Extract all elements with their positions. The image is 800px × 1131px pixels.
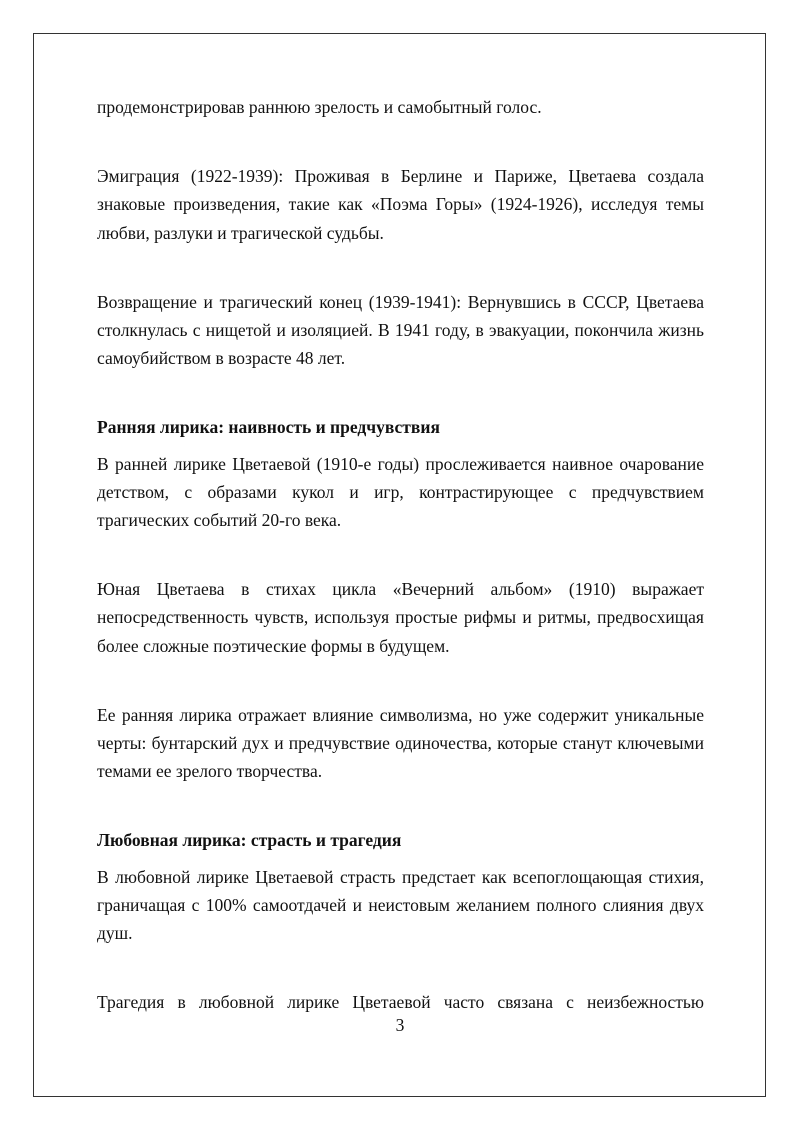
section-heading-early-lyrics: Ранняя лирика: наивность и предчувствия	[97, 417, 440, 438]
paragraph-continuation: продемонстрировав раннюю зрелость и самобытный голос.	[97, 97, 542, 117]
section-heading-love-lyrics: Любовная лирика: страсть и трагедия	[97, 830, 402, 851]
page-number: 3	[395, 1015, 405, 1035]
paragraph-early-lyrics-1: В ранней лирике Цветаевой (1910-е годы) прослеживается наивное очарование детством, с образами кукол и игр, контрастирующее с предчувствием трагических событий 20-го века.	[97, 453, 704, 531]
paragraph-love-lyrics-2: Трагедия в любовной лирике Цветаевой часто связана с неизбежностью	[97, 992, 704, 1013]
paragraph-early-lyrics-3: Ее ранняя лирика отражает влияние символизма, но уже содержит уникальные черты: бунтарский дух и предчувствие одиночества, которые станут ключевыми темами ее зрелого творчества.	[97, 704, 704, 782]
paragraph-love-lyrics-1: В любовной лирике Цветаевой страсть предстает как всепоглощающая стихия, граничащая с 100% самоотдачей и неистовым желанием полного слияния двух душ.	[97, 866, 704, 944]
paragraph-emigration: Эмиграция (1922-1939): Проживая в Берлине и Париже, Цветаева создала знаковые произведения, такие как «Поэма Горы» (1924-1926), исследуя темы любви, разлуки и трагической судьбы.	[97, 166, 704, 243]
document-body	[97, 93, 704, 1016]
paragraph-early-lyrics-2: Юная Цветаева в стихах цикла «Вечерний альбом» (1910) выражает непосредственность чувств, используя простые рифмы и ритмы, предвосхищая более сложные поэтические формы в будущем.	[97, 579, 704, 656]
paragraph-return: Возвращение и трагический конец (1939-1941): Вернувшись в СССР, Цветаева столкнулась с нищетой и изоляцией. В 1941 году, в эвакуации, покончила жизнь самоубийством в возрасте 48 лет.	[97, 291, 704, 369]
